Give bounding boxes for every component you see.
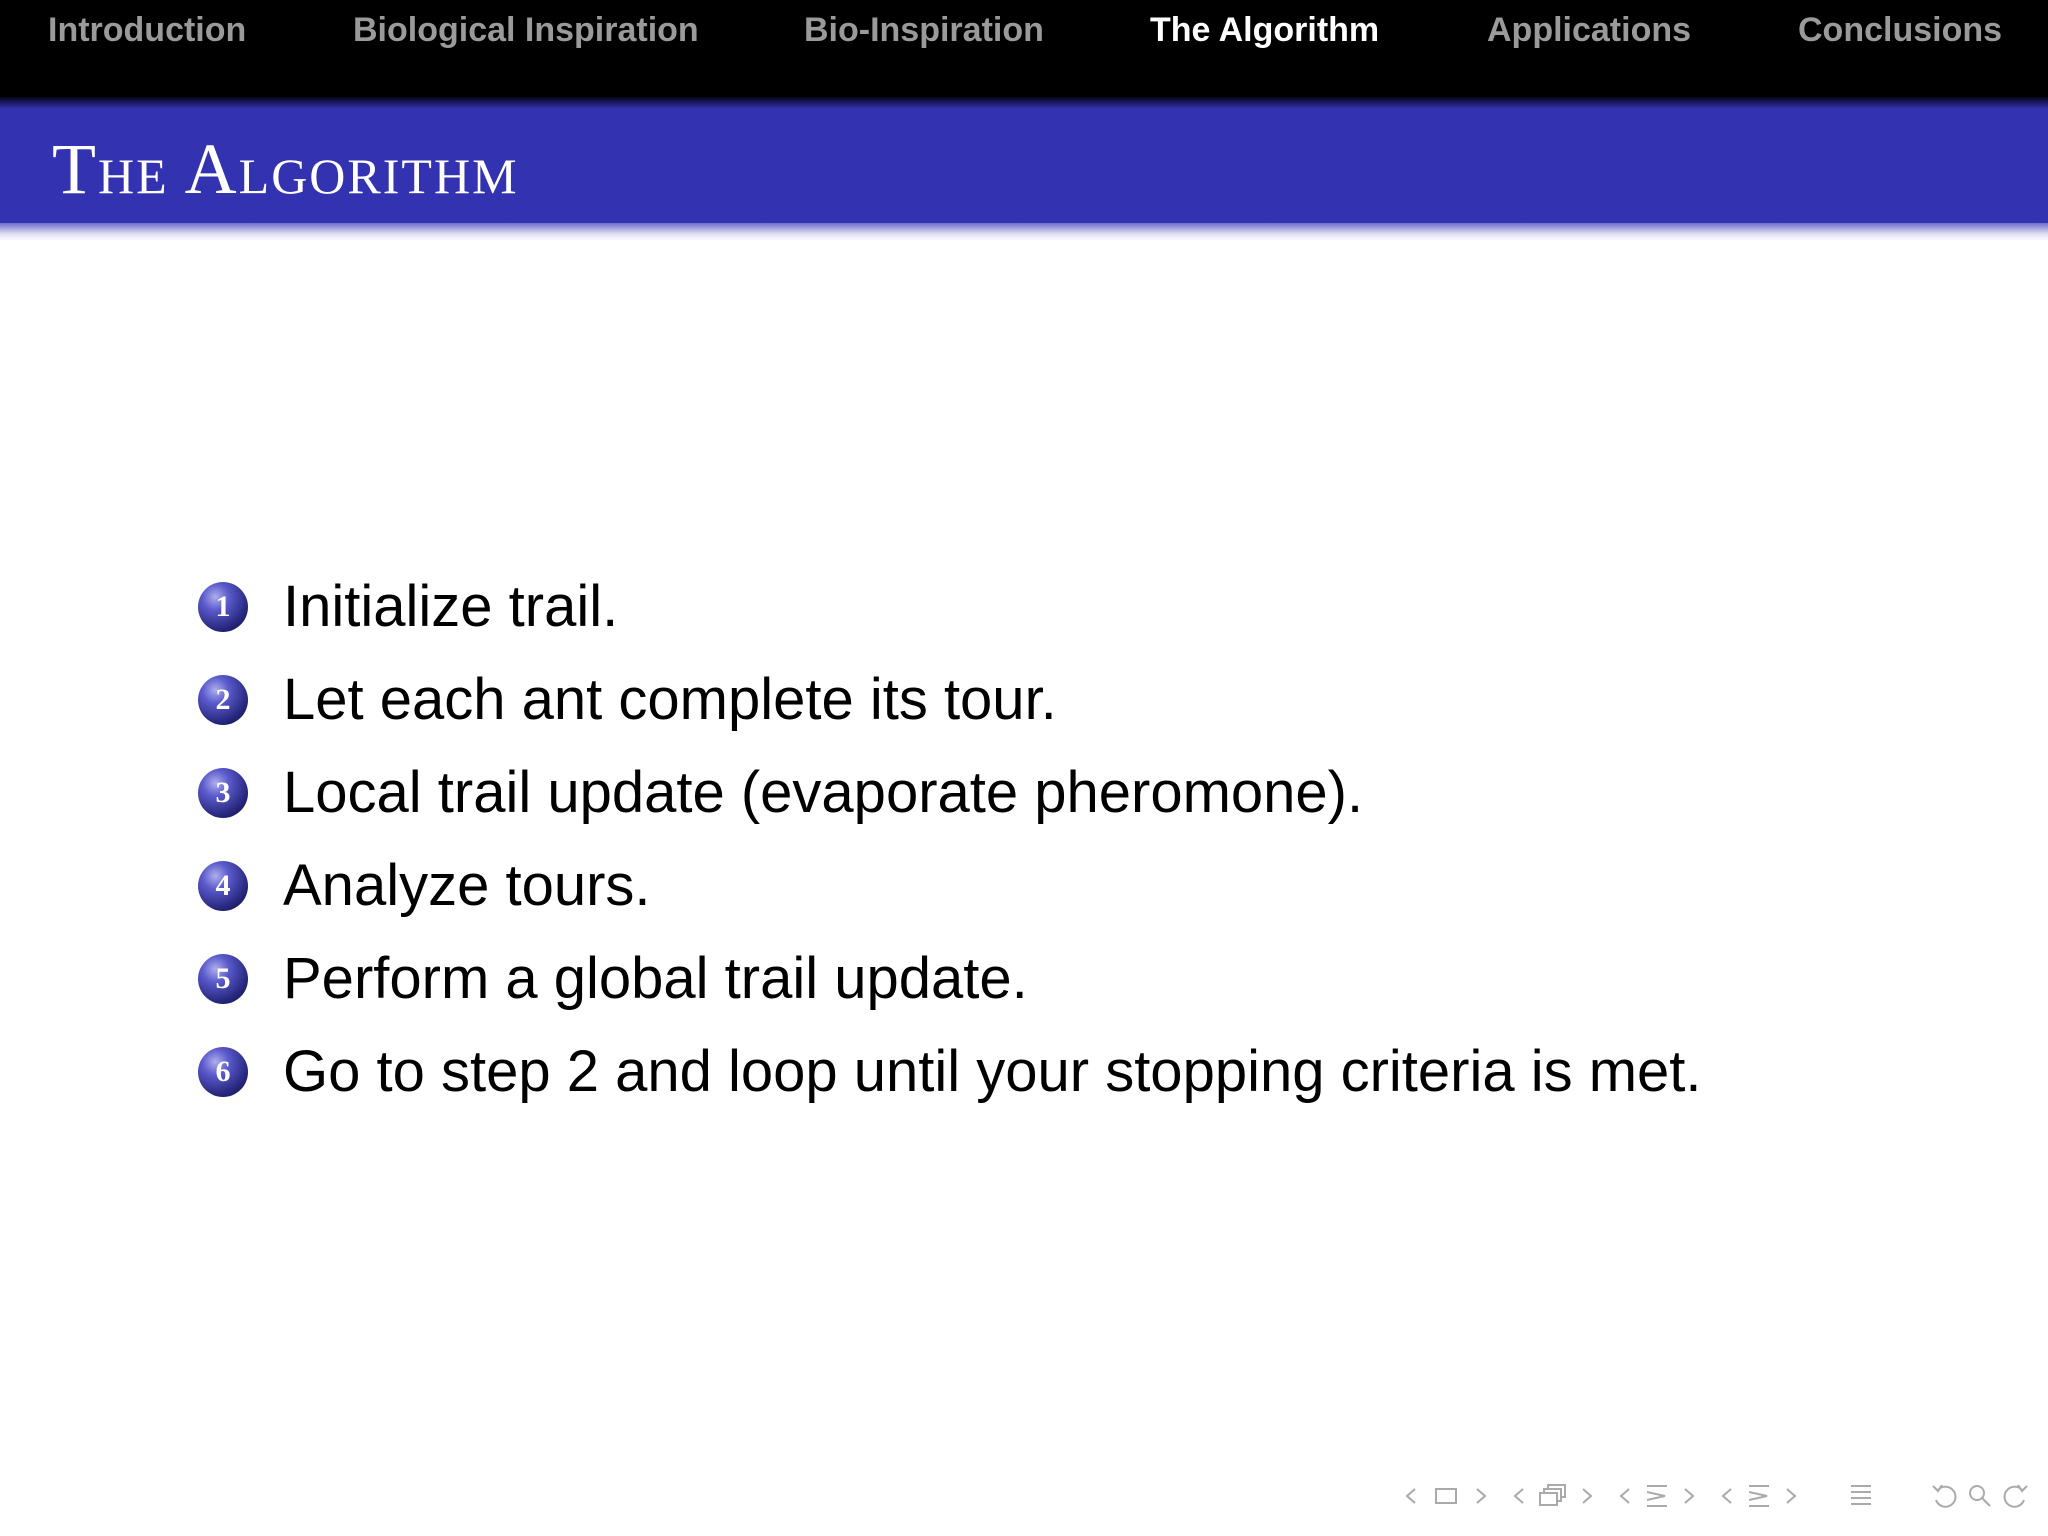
list-item — [198, 1025, 1702, 1118]
slide-icon[interactable] — [1434, 1479, 1458, 1513]
step-text: Analyze tours. — [283, 853, 651, 918]
nav-section-the-algorithm[interactable]: The Algorithm — [1150, 11, 1380, 49]
step-number-ball: 3 — [198, 768, 248, 818]
step-text: Perform a global trail update. — [283, 946, 1028, 1011]
nav-section-introduction[interactable]: Introduction — [48, 11, 247, 49]
list-item — [198, 932, 1702, 1025]
nav-section-biological-inspiration[interactable]: Biological Inspiration — [353, 11, 699, 49]
nav-bar-shadow — [0, 97, 2048, 109]
next-slide-icon[interactable] — [1474, 1479, 1488, 1513]
document-icon[interactable] — [1848, 1479, 1874, 1513]
step-text: Go to step 2 and loop until your stopping criteria is met. — [283, 1039, 1702, 1104]
next-frame-icon[interactable] — [1580, 1479, 1594, 1513]
step-number-ball: 4 — [198, 861, 248, 911]
step-text: Local trail update (evaporate pheromone). — [283, 760, 1364, 825]
list-item — [198, 839, 1702, 932]
step-number-ball: 1 — [198, 582, 248, 632]
list-item — [198, 746, 1702, 839]
frame-icon[interactable] — [1538, 1479, 1568, 1513]
nav-section-bio-inspiration[interactable]: Bio-Inspiration — [804, 11, 1044, 49]
next-section-icon[interactable] — [1784, 1479, 1798, 1513]
undo-icon[interactable] — [1930, 1479, 1960, 1513]
next-subsection-icon[interactable] — [1682, 1479, 1696, 1513]
nav-section-applications[interactable]: Applications — [1487, 11, 1692, 49]
step-number-ball: 5 — [198, 954, 248, 1004]
prev-section-icon[interactable] — [1720, 1479, 1734, 1513]
prev-slide-icon[interactable] — [1404, 1479, 1418, 1513]
step-text: Let each ant complete its tour. — [283, 667, 1057, 732]
beamer-navigation-controls — [1404, 1476, 2030, 1516]
step-number-ball: 6 — [198, 1047, 248, 1097]
prev-subsection-icon[interactable] — [1618, 1479, 1632, 1513]
section-icon[interactable] — [1746, 1479, 1772, 1513]
list-item — [198, 653, 1702, 746]
search-icon[interactable] — [1966, 1479, 1994, 1513]
redo-icon[interactable] — [2000, 1479, 2030, 1513]
list-item — [198, 560, 1702, 653]
subsection-icon[interactable] — [1644, 1479, 1670, 1513]
step-text: Initialize trail. — [283, 574, 619, 639]
frame-title: The Algorithm — [52, 129, 519, 209]
algorithm-steps-list — [198, 560, 1702, 1118]
section-navigation-bar — [0, 0, 2048, 97]
step-number-ball: 2 — [198, 675, 248, 725]
title-bar-shadow — [0, 223, 2048, 241]
prev-frame-icon[interactable] — [1512, 1479, 1526, 1513]
nav-section-conclusions[interactable]: Conclusions — [1798, 11, 2003, 49]
